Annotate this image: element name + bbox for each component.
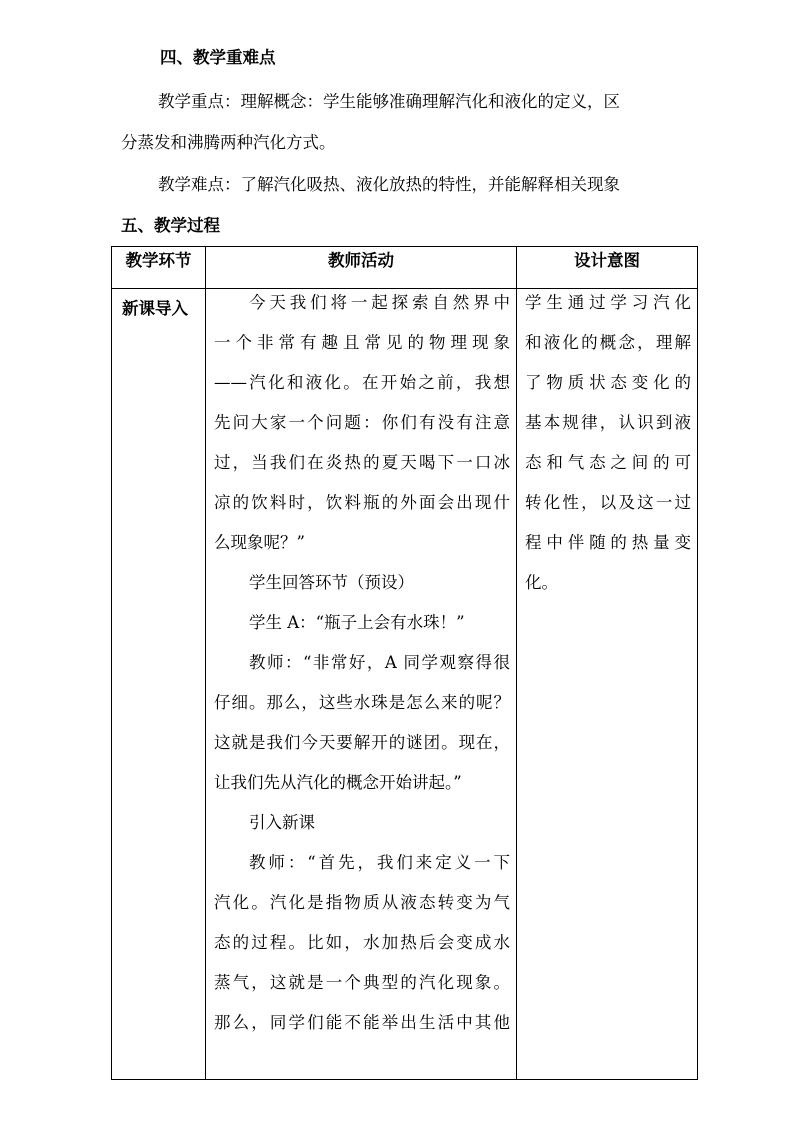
teacher-line: 汽化。汽化是指物质从液态转变为气 (214, 893, 510, 912)
teacher-line: ——汽化和液化。在开始之前，我想 (214, 373, 510, 392)
teacher-line: 让我们先从汽化的概念开始讲起。” (214, 773, 462, 792)
teacher-line: 今天我们将一起探索自然界中 (249, 293, 510, 312)
teaching-process-table (111, 246, 698, 1080)
teacher-line: 过，当我们在炎热的夏天喝下一口冰 (214, 453, 510, 472)
teacher-line: 蒸气，这就是一个典型的汽化现象。 (214, 973, 510, 992)
intent-line: 学生通过学习汽化 (525, 293, 691, 312)
teacher-line: 仔细。那么，这些水珠是怎么来的呢？ (214, 693, 510, 712)
teacher-line: 一个非常有趣且常见的物理现象 (214, 333, 510, 352)
stage-cell (112, 289, 206, 1080)
teacher-line: 教师：“首先，我们来定义一下 (249, 853, 510, 872)
intent-line: 和液化的概念，理解 (525, 333, 691, 352)
difficulty-line: 教学难点：了解汽化吸热、液化放热的特性，并能解释相关现象 (158, 175, 620, 194)
teacher-line: 学生 A：“瓶子上会有水珠！” (249, 613, 465, 632)
header-teacher-activity: 教师活动 (206, 247, 517, 289)
teacher-line: 态的过程。比如，水加热后会变成水 (214, 933, 510, 952)
design-intent-cell (517, 289, 698, 1080)
teacher-line: 么现象呢？” (214, 533, 305, 552)
header-stage: 教学环节 (112, 247, 206, 289)
table-row (112, 289, 698, 1080)
intent-line: 程中伴随的热量变 (525, 533, 691, 552)
teacher-line: 教师：“非常好，A 同学观察得很 (249, 653, 510, 672)
intent-line: 态和气态之间的可 (525, 453, 691, 472)
section5-heading: 五、教学过程 (121, 216, 220, 235)
teacher-activity-cell (206, 289, 517, 1080)
teacher-line: 凉的饮料时，饮料瓶的外面会出现什 (214, 493, 510, 512)
teacher-line: 引入新课 (249, 813, 315, 832)
key-point-line1: 教学重点：理解概念：学生能够准确理解汽化和液化的定义，区 (158, 92, 620, 111)
header-design-intent: 设计意图 (517, 247, 698, 289)
stage-label: 新课导入 (122, 299, 188, 318)
intent-line: 化。 (525, 573, 558, 592)
teacher-line: 这就是我们今天要解开的谜团。现在， (214, 733, 510, 752)
key-point-line2: 分蒸发和沸腾两种汽化方式。 (121, 133, 336, 152)
teacher-line: 学生回答环节（预设） (249, 573, 414, 592)
intent-line: 基本规律，认识到液 (525, 413, 691, 432)
intent-line: 转化性，以及这一过 (525, 493, 691, 512)
teacher-line: 先问大家一个问题：你们有没有注意 (214, 413, 510, 432)
section4-heading: 四、教学重难点 (160, 48, 276, 67)
intent-line: 了物质状态变化的 (525, 373, 691, 392)
teacher-line: 那么，同学们能不能举出生活中其他 (214, 1013, 510, 1032)
